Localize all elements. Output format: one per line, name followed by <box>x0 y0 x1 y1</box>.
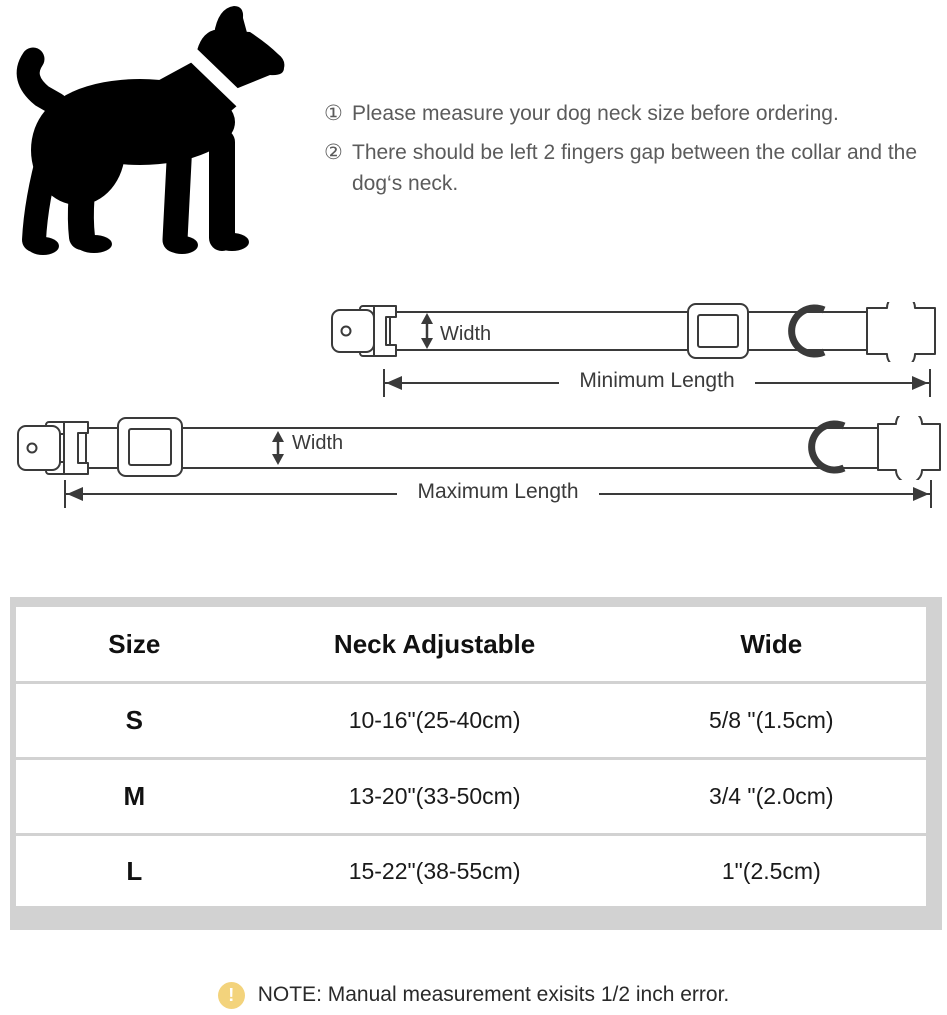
header-neck-adjustable: Neck Adjustable <box>333 628 536 659</box>
note-text: NOTE: Manual measurement exisits 1/2 inch error. <box>257 983 730 1006</box>
table-row <box>16 684 926 757</box>
dimension-arrow-left <box>385 382 559 384</box>
width-label-min: Width <box>440 323 492 345</box>
table-header-row <box>16 607 926 681</box>
wide-value: 5/8 "(1.5cm) <box>709 707 834 733</box>
buckle-male-icon <box>867 302 935 362</box>
size-value: L <box>126 855 143 886</box>
instruction-text-2: There should be left 2 fingers gap between the collar and the dog‘s neck. <box>352 141 918 195</box>
dimension-arrow-right <box>599 493 930 495</box>
neck-value: 10-16"(25-40cm) <box>348 707 521 733</box>
size-value: S <box>125 705 143 735</box>
dog-ear <box>214 6 249 44</box>
header-wide: Wide <box>740 628 803 659</box>
maximum-length-label: Maximum Length <box>417 480 579 503</box>
dimension-tick <box>929 369 931 397</box>
instructions <box>324 98 946 207</box>
circled-number-1: ① <box>324 102 343 125</box>
instruction-item-2 <box>324 137 946 199</box>
minimum-length-dimension <box>383 368 931 398</box>
size-table <box>10 597 942 930</box>
buckle-male-icon <box>878 416 940 480</box>
wide-value: 3/4 "(2.0cm) <box>709 783 834 809</box>
circled-number-2: ② <box>324 141 343 164</box>
strap-keeper <box>64 422 88 474</box>
instruction-text-1: Please measure your dog neck size before ordering. <box>352 102 839 125</box>
exclamation-icon: ! <box>218 982 245 1009</box>
instruction-item-1 <box>324 98 946 129</box>
dimension-arrow-left <box>66 493 397 495</box>
collar-strap <box>86 428 878 468</box>
table-row <box>16 760 926 833</box>
table-row <box>16 836 926 906</box>
width-label-max: Width <box>292 432 344 454</box>
maximum-length-dimension <box>64 479 932 509</box>
dimension-arrow-right <box>755 382 929 384</box>
wide-value: 1"(2.5cm) <box>721 857 821 884</box>
dimension-tick <box>930 480 932 508</box>
dog-silhouette-icon <box>8 2 298 266</box>
buckle-female-icon <box>332 310 374 352</box>
note <box>0 979 947 1011</box>
collar-diagram-maximum <box>12 416 944 480</box>
buckle-female-icon <box>18 426 60 470</box>
neck-value: 15-22"(38-55cm) <box>348 857 521 884</box>
dog-tail <box>28 59 56 104</box>
header-size: Size <box>108 628 161 659</box>
size-value: M <box>123 781 146 811</box>
collar-diagram-minimum <box>330 302 945 362</box>
minimum-length-label: Minimum Length <box>579 369 735 392</box>
neck-value: 13-20"(33-50cm) <box>348 783 521 809</box>
